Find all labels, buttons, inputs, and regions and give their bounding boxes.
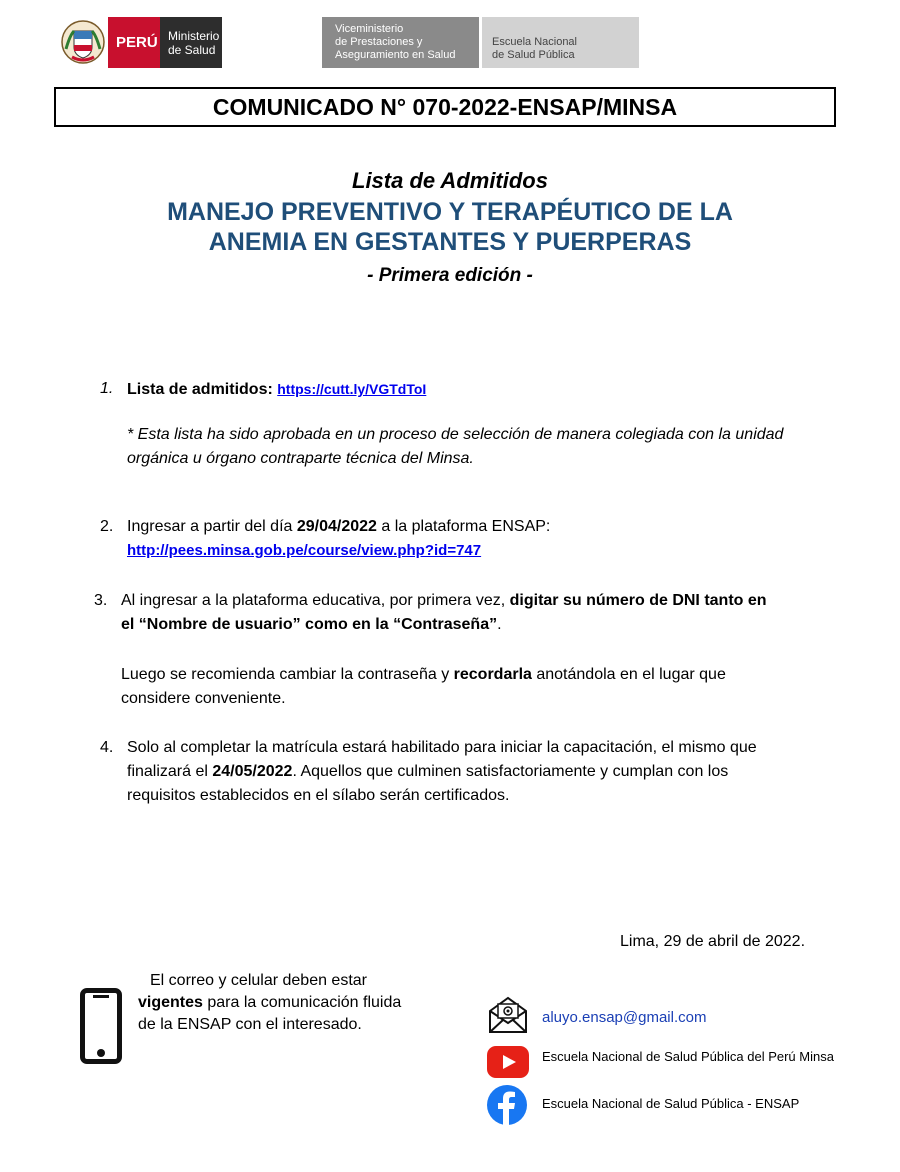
item-4-line2 xyxy=(127,760,827,784)
course-title xyxy=(0,197,900,257)
contact-notice-c: de la ENSAP con el interesado xyxy=(138,1016,358,1033)
contact-notice-line3 xyxy=(138,1014,438,1036)
item-3-paragraph-2 xyxy=(121,663,726,711)
platform-link[interactable]: http://pees.minsa.gob.pe/course/view.php?id=747 xyxy=(127,542,482,559)
ministerio-line2: de Salud xyxy=(168,42,216,57)
item-1-label: Lista de admitidos: xyxy=(127,381,273,398)
item-2-text-b: a la plataforma ENSAP: xyxy=(376,518,551,535)
admitted-list-link[interactable]: https://cutt.ly/VGTdToI xyxy=(277,381,427,397)
mobile-phone-icon xyxy=(80,988,122,1064)
item-3-p2-bold: recordarla xyxy=(453,666,532,683)
item-2 xyxy=(127,515,550,563)
contact-notice-d: . xyxy=(357,1016,362,1033)
facebook-page[interactable]: Escuela Nacional de Salud Pública - ENSAP xyxy=(542,1096,800,1111)
contact-notice xyxy=(138,970,438,1036)
item-3 xyxy=(121,589,767,637)
header-logos xyxy=(60,17,640,68)
item-2-line1 xyxy=(127,515,550,539)
item-2-text-a: Ingresar a partir del día xyxy=(127,518,297,535)
item-3-number: 3. xyxy=(94,592,108,609)
item-3-p2-b: anotándola en el lugar que xyxy=(531,666,726,683)
viceministerio-block xyxy=(322,17,479,68)
item-3-text-a: Al ingresar a la plataforma educativa, por primera vez, xyxy=(121,592,510,609)
contact-notice-b: para la comunicación fluida xyxy=(202,994,402,1011)
youtube-icon xyxy=(487,1046,529,1078)
facebook-icon xyxy=(487,1085,527,1125)
vice-line3: Aseguramiento en Salud xyxy=(335,49,456,61)
contact-notice-bold: vigentes xyxy=(138,994,203,1011)
item-4-line2-b: . Aquellos que culminen satisfactoriamente y cumplan con los xyxy=(292,763,729,780)
vice-line2: de Prestaciones y xyxy=(335,36,423,48)
item-2-number: 2. xyxy=(100,518,114,535)
contact-email[interactable]: aluyo.ensap@gmail.com xyxy=(542,1009,707,1026)
item-1-number: 1. xyxy=(100,380,114,397)
escuela-block xyxy=(482,17,639,68)
item-4-date: 24/05/2022 xyxy=(212,763,293,780)
vice-line1: Viceministerio xyxy=(335,23,404,35)
item-4-line1: Solo al completar la matrícula estará habilitado para iniciar la capacitación, el mismo que xyxy=(127,739,757,756)
escuela-line2: de Salud Pública xyxy=(492,49,575,61)
item-4 xyxy=(127,736,827,808)
peru-coat-of-arms-icon xyxy=(60,19,106,65)
item-3-bold-a: digitar su número de DNI tanto en xyxy=(509,592,767,609)
item-3-bold-b: el “Nombre de usuario” como en la “Contraseña” xyxy=(121,616,498,633)
item-3-p2-a: Luego se recomienda cambiar la contraseña y xyxy=(121,666,454,683)
item-3-line1 xyxy=(121,589,767,613)
item-1-note-line2: orgánica u órgano contraparte técnica del Minsa. xyxy=(127,450,474,467)
email-icon xyxy=(487,995,529,1035)
youtube-channel[interactable]: Escuela Nacional de Salud Pública del Perú Minsa xyxy=(542,1049,834,1064)
peru-label: PERÚ xyxy=(116,34,158,51)
list-heading: Lista de Admitidos xyxy=(352,168,548,193)
escuela-line1: Escuela Nacional xyxy=(492,36,577,48)
item-2-date: 29/04/2022 xyxy=(296,518,377,535)
item-1 xyxy=(127,377,426,402)
item-4-number: 4. xyxy=(100,739,114,756)
item-1-note xyxy=(127,423,783,471)
course-title-line2: ANEMIA EN GESTANTES Y PUERPERAS xyxy=(208,228,692,256)
contact-notice-line2 xyxy=(138,992,438,1014)
contact-notice-line1: El correo y celular deben estar xyxy=(150,972,367,989)
item-1-note-line1: * Esta lista ha sido aprobada en un proceso de selección de manera colegiada con la unidad xyxy=(127,426,784,443)
item-4-line3: requisitos establecidos en el sílabo serán certificados. xyxy=(127,787,510,804)
ministerio-label xyxy=(168,17,328,68)
edition-label: - Primera edición - xyxy=(367,265,533,286)
course-title-line1: MANEJO PREVENTIVO Y TERAPÉUTICO DE LA xyxy=(167,198,733,226)
item-3-p2-line1 xyxy=(121,663,726,687)
date-place: Lima, 29 de abril de 2022. xyxy=(620,933,806,950)
item-4-line2-a: finalizará el xyxy=(127,763,213,780)
item-3-line2 xyxy=(121,613,767,637)
item-3-text-b: . xyxy=(497,616,502,633)
communique-title: COMUNICADO N° 070-2022-ENSAP/MINSA xyxy=(54,87,836,127)
ministerio-line1: Ministerio xyxy=(168,28,220,43)
item-3-p2-line2: considere conveniente. xyxy=(121,690,286,707)
